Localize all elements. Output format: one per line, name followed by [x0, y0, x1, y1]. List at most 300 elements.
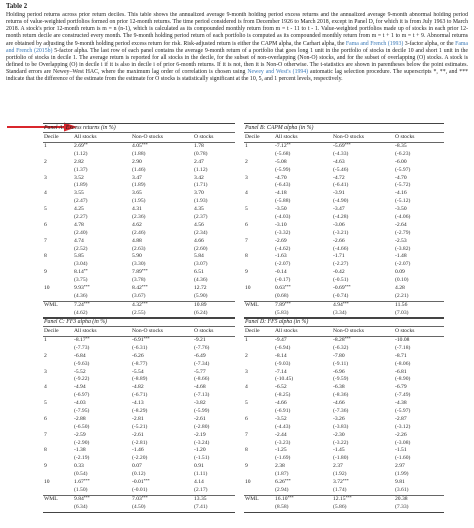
all-stocks-cell: (-5.68) — [275, 150, 291, 157]
decile-cell — [43, 455, 74, 463]
all-stocks-cell: (-3.32) — [275, 229, 291, 236]
decile-cell — [244, 182, 275, 190]
decile-cell: 3 — [44, 368, 47, 375]
decile-cell — [43, 230, 74, 238]
o-stocks-cell: (4.36) — [194, 277, 208, 284]
t-stat-row — [43, 246, 235, 254]
all-stocks-cell: 0.33 — [74, 463, 84, 470]
non-o-stocks-cell: 5.90 — [132, 253, 142, 260]
decile-cell — [43, 277, 74, 285]
significance-stars: *** — [143, 478, 150, 484]
all-stocks-cell: (-6.91) — [275, 408, 291, 415]
non-o-stocks-cell: (-6.31) — [132, 344, 148, 351]
all-stocks-cell: (-2.90) — [74, 439, 90, 446]
all-stocks-cell: (1.89) — [74, 182, 88, 189]
all-stocks-cell: -6.84 — [74, 352, 86, 359]
panel-1 — [43, 123, 235, 319]
all-stocks-cell: (2.47) — [74, 198, 88, 205]
decile-cell: 5 — [245, 206, 248, 213]
decile-cell: 6 — [44, 221, 47, 228]
column-header-row — [43, 327, 235, 337]
non-o-stocks-cell: (1.88) — [132, 150, 146, 157]
non-o-stocks-cell: (1.92) — [333, 471, 347, 478]
panel-3 — [43, 317, 235, 513]
o-stocks-cell: -6.81 — [395, 368, 407, 375]
t-stat-row — [43, 230, 235, 238]
t-stat-row — [43, 392, 235, 400]
t-stat-row — [244, 246, 444, 254]
column-header-row — [43, 133, 235, 143]
non-o-stocks-cell: -0.42 — [333, 269, 345, 276]
column-header: Non-O stocks — [333, 328, 364, 334]
o-stocks-cell: 0.91 — [194, 463, 204, 470]
decile-cell: 3 — [245, 174, 248, 181]
all-stocks-cell: (0.68) — [275, 292, 289, 299]
non-o-stocks-cell: (4.50) — [132, 503, 146, 510]
o-stocks-cell: 4.35 — [194, 206, 204, 213]
table-row — [244, 269, 444, 277]
all-stocks-cell: (-2.07) — [275, 261, 291, 268]
o-stocks-cell: 2.47 — [194, 158, 204, 165]
all-stocks-cell: -2.69 — [275, 237, 287, 244]
non-o-stocks-cell: -6.91*** — [132, 336, 150, 343]
all-stocks-cell: 8.14** — [74, 268, 88, 276]
decile-cell: 10 — [44, 285, 50, 292]
o-stocks-cell: (5.90) — [194, 292, 208, 299]
citation-link-newey-west-1994[interactable]: Newey and West's (1994) — [247, 69, 309, 76]
decile-cell: 2 — [245, 352, 248, 359]
o-stocks-cell: -1.51 — [395, 447, 407, 454]
decile-cell: 9 — [245, 269, 248, 276]
significance-stars: *** — [83, 284, 90, 290]
decile-cell — [43, 471, 74, 479]
table-row — [43, 400, 235, 408]
significance-stars: *** — [344, 336, 351, 341]
o-stocks-cell: -4.16 — [395, 190, 407, 197]
t-stat-row — [43, 487, 235, 495]
table-row — [244, 285, 444, 293]
document — [6, 3, 468, 510]
panel-title: Panel C: FF3 alpha (in %) — [43, 317, 235, 327]
o-stocks-cell: (2.21) — [395, 292, 409, 299]
all-stocks-cell: (2.40) — [74, 229, 88, 236]
o-stocks-cell: -3.82 — [194, 400, 206, 407]
non-o-stocks-cell: -8.28*** — [333, 336, 351, 343]
non-o-stocks-cell: -1.71 — [333, 253, 345, 260]
decile-cell — [244, 214, 275, 222]
o-stocks-cell: (-7.13) — [194, 392, 210, 399]
non-o-stocks-cell: -3.91 — [333, 190, 345, 197]
decile-cell: 4 — [44, 384, 47, 391]
o-stocks-cell: 3.42 — [194, 174, 204, 181]
all-stocks-cell: (1.12) — [74, 150, 88, 157]
all-stocks-cell: (0.54) — [74, 471, 88, 478]
decile-cell — [244, 504, 275, 512]
all-stocks-cell: (4.36) — [74, 292, 88, 299]
decile-cell — [244, 151, 275, 159]
non-o-stocks-cell: (2.46) — [132, 229, 146, 236]
t-stat-row — [244, 198, 444, 206]
significance-stars: *** — [141, 268, 148, 274]
non-o-stocks-cell: (-9.59) — [333, 376, 349, 383]
o-stocks-cell: (1.93) — [194, 198, 208, 205]
all-stocks-cell: (-6.94) — [275, 344, 291, 351]
non-o-stocks-cell: 4.32*** — [132, 300, 148, 308]
non-o-stocks-cell: (-0.74) — [333, 292, 349, 299]
o-stocks-cell: -8.71 — [395, 352, 407, 359]
o-stocks-cell: -2.87 — [395, 415, 407, 422]
t-stat-row — [43, 424, 235, 432]
non-o-stocks-cell: (-6.32) — [333, 344, 349, 351]
non-o-stocks-cell: -4.13 — [132, 400, 144, 407]
table-row — [43, 495, 235, 504]
decile-cell: 5 — [245, 400, 248, 407]
o-stocks-cell: (-2.07) — [395, 261, 411, 268]
non-o-stocks-cell: (-2.81) — [132, 439, 148, 446]
non-o-stocks-cell: (-2.27) — [333, 261, 349, 268]
decile-cell — [244, 345, 275, 353]
all-stocks-cell: -4.18 — [275, 190, 287, 197]
o-stocks-cell: (-8.06) — [395, 360, 411, 367]
significance-stars: *** — [83, 300, 90, 306]
decile-cell — [43, 376, 74, 384]
decile-cell — [244, 293, 275, 301]
non-o-stocks-cell: (5.86) — [333, 503, 347, 510]
non-o-stocks-cell: (2.63) — [132, 245, 146, 252]
significance-stars: *** — [342, 478, 349, 484]
o-stocks-cell: (-6.23) — [395, 150, 411, 157]
t-stat-row — [244, 261, 444, 269]
o-stocks-cell: -8.35 — [395, 143, 407, 149]
o-stocks-cell: (-7.49) — [395, 392, 411, 399]
panel-4 — [244, 317, 444, 513]
t-stat-row — [43, 440, 235, 448]
all-stocks-cell: -1.63 — [275, 253, 287, 260]
significance-stars: ** — [286, 142, 291, 147]
decile-cell: 8 — [44, 447, 47, 454]
t-stat-row — [43, 151, 235, 159]
all-stocks-cell: -2.59 — [74, 431, 86, 438]
all-stocks-cell: (-4.62) — [275, 245, 291, 252]
o-stocks-cell: (2.34) — [194, 229, 208, 236]
table-row — [244, 495, 444, 504]
decile-cell — [43, 167, 74, 175]
o-stocks-cell: (-1.51) — [194, 455, 210, 462]
t-stat-row — [43, 361, 235, 369]
all-stocks-cell: (3.04) — [74, 261, 88, 268]
decile-cell: 6 — [245, 415, 248, 422]
t-stat-row — [43, 214, 235, 222]
non-o-stocks-cell: (1.95) — [132, 198, 146, 205]
o-stocks-cell: (1.12) — [194, 166, 208, 173]
decile-cell: 8 — [245, 447, 248, 454]
decile-cell — [43, 392, 74, 400]
decile-cell: 5 — [44, 206, 47, 213]
non-o-stocks-cell: 12.15*** — [333, 494, 352, 502]
column-header: All stocks — [74, 328, 97, 334]
decile-cell: 2 — [44, 352, 47, 359]
significance-stars: *** — [141, 284, 148, 290]
non-o-stocks-cell: (-7.36) — [333, 408, 349, 415]
decile-cell — [244, 230, 275, 238]
decile-cell — [43, 345, 74, 353]
significance-stars: *** — [342, 300, 349, 306]
all-stocks-cell: -4.94 — [74, 384, 86, 391]
o-stocks-cell: -1.20 — [194, 447, 206, 454]
table-row — [43, 432, 235, 440]
all-stocks-cell: (2.27) — [74, 214, 88, 221]
non-o-stocks-cell: -2.66 — [333, 237, 345, 244]
significance-stars: *** — [284, 284, 291, 290]
table-row — [43, 353, 235, 361]
table-row — [244, 432, 444, 440]
o-stocks-cell: (1.11) — [194, 471, 208, 478]
non-o-stocks-cell: 8.42*** — [132, 284, 148, 292]
significance-stars: *** — [344, 142, 351, 147]
t-stat-row — [244, 230, 444, 238]
non-o-stocks-cell: (1.74) — [333, 486, 347, 493]
table-row — [244, 337, 444, 345]
table-row — [43, 269, 235, 277]
non-o-stocks-cell: -1.45 — [333, 447, 345, 454]
significance-stars: *** — [83, 478, 90, 484]
significance-stars: *** — [141, 494, 148, 500]
o-stocks-cell: (-5.97) — [395, 166, 411, 173]
column-header: Decile — [245, 328, 260, 334]
non-o-stocks-cell: (2.55) — [132, 309, 146, 316]
decile-cell — [43, 504, 74, 512]
non-o-stocks-cell: (-8.89) — [132, 376, 148, 383]
table-row — [43, 159, 235, 167]
non-o-stocks-cell: 7.89*** — [132, 268, 148, 276]
decile-cell: 2 — [44, 158, 47, 165]
o-stocks-cell: (7.33) — [395, 503, 409, 510]
o-stocks-cell: 11.56 — [395, 301, 408, 308]
decile-cell: 1 — [44, 143, 47, 149]
o-stocks-cell: 3.70 — [194, 190, 204, 197]
non-o-stocks-cell: -2.61 — [132, 431, 144, 438]
citation-link-fama-french-2015b[interactable]: Fama and French (2015b) — [6, 40, 468, 54]
caption-text-3: 5-factor alpha. The last row of each panel contains the average 9-month return of a portfolio that goes long 1 unit in the portfolio of stocks in decile 10 and short 1 unit in the portfolio of stocks in decile 1. The average return is reported for all stocks in the decile, for the subset of non-overlapping (Non-O) stocks, and for the subset of overlapping (O) stocks. A stock is defined to be Overlapping (O) in decile i if it is also in decile i of prior 6-month returns. If it is not, then it is Non-O otherwise. The t-statistics are shown in parentheses below the point estimates. Standard errors are Newey–West HAC, where the maximum lag order of correlation is chosen using — [6, 47, 468, 76]
decile-cell — [43, 440, 74, 448]
non-o-stocks-cell: (-0.51) — [333, 277, 349, 284]
all-stocks-cell: (1.37) — [74, 166, 88, 173]
all-stocks-cell: -4.66 — [275, 400, 287, 407]
significance-stars: *** — [344, 284, 351, 290]
t-stat-row — [43, 376, 235, 384]
decile-cell: WML — [245, 301, 259, 308]
o-stocks-cell: 12.72 — [194, 285, 207, 292]
decile-cell — [244, 424, 275, 432]
o-stocks-cell: 4.28 — [395, 285, 405, 292]
column-header: O stocks — [395, 328, 415, 334]
decile-cell — [43, 182, 74, 190]
all-stocks-cell: (1.50) — [74, 486, 88, 493]
o-stocks-cell: (7.41) — [194, 503, 208, 510]
all-stocks-cell: -4.03 — [74, 400, 86, 407]
all-stocks-cell: (-6.43) — [275, 182, 291, 189]
table-row — [244, 353, 444, 361]
significance-stars: *** — [83, 494, 90, 500]
all-stocks-cell: (3.75) — [74, 277, 88, 284]
t-stat-row — [244, 455, 444, 463]
non-o-stocks-cell: 0.07 — [132, 463, 142, 470]
table-row — [43, 238, 235, 246]
all-stocks-cell: (1.87) — [275, 471, 289, 478]
all-stocks-cell: -4.70 — [275, 174, 287, 181]
significance-stars: ** — [85, 336, 90, 341]
non-o-stocks-cell: (1.46) — [132, 166, 146, 173]
decile-cell — [43, 487, 74, 495]
all-stocks-cell: -7.12** — [275, 142, 291, 149]
non-o-stocks-cell: -2.81 — [132, 415, 144, 422]
decile-cell — [43, 424, 74, 432]
o-stocks-cell: -6.49 — [194, 352, 206, 359]
decile-cell — [244, 455, 275, 463]
all-stocks-cell: -1.38 — [74, 447, 86, 454]
non-o-stocks-cell: 7.03*** — [132, 494, 148, 502]
panel-title: Panel D: FF5 alpha (in %) — [244, 317, 444, 327]
column-header: All stocks — [275, 134, 298, 140]
non-o-stocks-cell: -1.46 — [132, 447, 144, 454]
decile-cell: 1 — [245, 337, 248, 343]
significance-stars: *** — [143, 336, 150, 341]
decile-cell — [244, 246, 275, 254]
o-stocks-cell: -1.48 — [395, 253, 407, 260]
all-stocks-cell: (-9.63) — [74, 360, 90, 367]
decile-cell: 8 — [245, 253, 248, 260]
t-stat-row — [244, 361, 444, 369]
non-o-stocks-cell: 4.31 — [132, 206, 142, 213]
decile-cell: WML — [44, 495, 58, 502]
t-stat-row — [244, 293, 444, 301]
decile-cell — [43, 198, 74, 206]
o-stocks-cell: (0.78) — [194, 150, 208, 157]
decile-cell: 4 — [245, 190, 248, 197]
decile-cell: 4 — [245, 384, 248, 391]
t-stat-row — [43, 345, 235, 353]
non-o-stocks-cell: -0.69*** — [333, 284, 351, 292]
decile-cell — [43, 151, 74, 159]
non-o-stocks-cell: (-3.22) — [333, 439, 349, 446]
table-title: Table 2 — [6, 3, 28, 10]
all-stocks-cell: (6.34) — [74, 503, 88, 510]
t-stat-row — [244, 504, 444, 513]
decile-cell — [43, 408, 74, 416]
all-stocks-cell: (-2.19) — [74, 455, 90, 462]
o-stocks-cell: -2.61 — [194, 415, 206, 422]
panel-title: Panel A: Excess returns (in %) — [43, 123, 235, 133]
decile-cell — [43, 293, 74, 301]
decile-cell: 9 — [44, 463, 47, 470]
o-stocks-cell: -2.19 — [194, 431, 206, 438]
decile-cell — [244, 408, 275, 416]
all-stocks-cell: 7.89*** — [275, 300, 291, 308]
all-stocks-cell: 0.63*** — [275, 284, 291, 292]
all-stocks-cell: (-6.97) — [74, 392, 90, 399]
non-o-stocks-cell: (-0.01) — [132, 486, 148, 493]
o-stocks-cell: (-5.99) — [194, 408, 210, 415]
o-stocks-cell: (2.17) — [194, 486, 208, 493]
all-stocks-cell: -6.52 — [275, 384, 287, 391]
o-stocks-cell: (-3.82) — [395, 245, 411, 252]
all-stocks-cell: (-4.43) — [275, 423, 291, 430]
column-header: O stocks — [194, 328, 214, 334]
table-row — [244, 400, 444, 408]
o-stocks-cell: 20.38 — [395, 495, 408, 502]
non-o-stocks-cell: 3.47 — [132, 174, 142, 181]
o-stocks-cell: 6.51 — [194, 269, 204, 276]
table-row — [43, 337, 235, 345]
non-o-stocks-cell: 2.90 — [132, 158, 142, 165]
all-stocks-cell: (-6.50) — [74, 423, 90, 430]
o-stocks-cell: (1.71) — [194, 182, 208, 189]
decile-cell — [244, 167, 275, 175]
o-stocks-cell: -4.68 — [194, 384, 206, 391]
non-o-stocks-cell: (-4.33) — [333, 150, 349, 157]
t-stat-row — [244, 440, 444, 448]
non-o-stocks-cell: (-3.21) — [333, 229, 349, 236]
non-o-stocks-cell: (-8.29) — [132, 408, 148, 415]
all-stocks-cell: 1.67*** — [74, 478, 90, 486]
decile-cell: 6 — [44, 415, 47, 422]
all-stocks-cell: -2.44 — [275, 431, 287, 438]
o-stocks-cell: 1.78 — [194, 143, 204, 149]
o-stocks-cell: -2.53 — [395, 237, 407, 244]
table-row — [43, 479, 235, 487]
t-stat-row — [244, 345, 444, 353]
table-row — [244, 301, 444, 310]
decile-cell: 10 — [245, 479, 251, 486]
decile-cell: WML — [44, 301, 58, 308]
decile-cell — [43, 361, 74, 369]
decile-cell — [244, 471, 275, 479]
all-stocks-cell: (2.94) — [275, 486, 289, 493]
o-stocks-cell: -6.00 — [395, 158, 407, 165]
non-o-stocks-cell: 2.37 — [333, 463, 343, 470]
non-o-stocks-cell: (3.30) — [132, 261, 146, 268]
citation-link-fama-french-1993[interactable]: Fama and French (1993) — [345, 40, 404, 47]
non-o-stocks-cell: -4.63 — [333, 158, 345, 165]
o-stocks-cell: (-7.34) — [194, 360, 210, 367]
t-stat-row — [43, 408, 235, 416]
non-o-stocks-cell: (-4.28) — [333, 214, 349, 221]
column-header: Decile — [44, 328, 59, 334]
all-stocks-cell: -5.08 — [275, 158, 287, 165]
o-stocks-cell: 0.09 — [395, 269, 405, 276]
non-o-stocks-cell: -2.30 — [333, 431, 345, 438]
significance-stars: *** — [141, 142, 148, 147]
panel-2 — [244, 123, 444, 319]
significance-stars: *** — [345, 494, 352, 500]
t-stat-row — [43, 167, 235, 175]
non-o-stocks-cell: -0.01*** — [132, 478, 150, 486]
table-row — [43, 301, 235, 310]
o-stocks-cell: (-2.80) — [194, 423, 210, 430]
all-stocks-cell: 2.38 — [275, 463, 285, 470]
column-header: O stocks — [194, 134, 214, 140]
t-stat-row — [43, 182, 235, 190]
o-stocks-cell: (-5.12) — [395, 198, 411, 205]
all-stocks-cell: 2.82 — [74, 158, 84, 165]
non-o-stocks-cell: -6.96 — [333, 368, 345, 375]
all-stocks-cell: 2.69** — [74, 142, 88, 149]
all-stocks-cell: 9.84*** — [74, 494, 90, 502]
decile-cell: 6 — [245, 221, 248, 228]
all-stocks-cell: 7.24*** — [74, 300, 90, 308]
decile-cell: 5 — [44, 400, 47, 407]
decile-cell: 7 — [245, 431, 248, 438]
